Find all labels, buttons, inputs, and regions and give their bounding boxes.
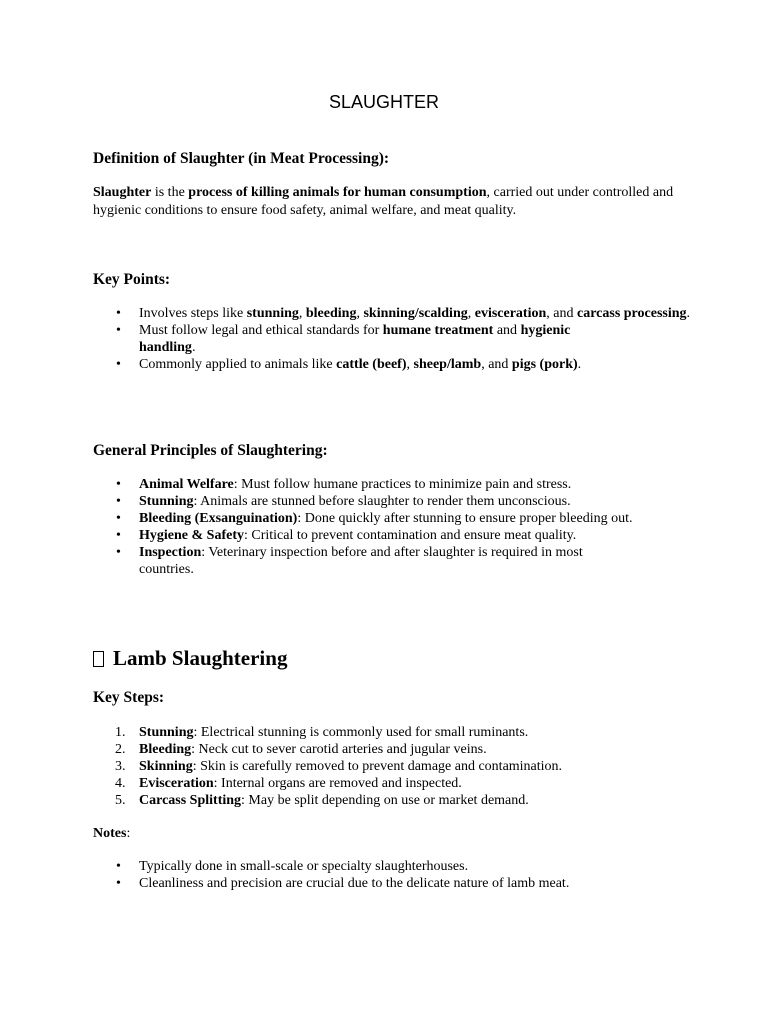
list-item: • Animal Welfare: Must follow humane practices to minimize pain and stress. — [93, 476, 694, 493]
notes-label: Notes: — [93, 826, 131, 841]
list-item: • Stunning: Animals are stunned before slaughter to render them unconscious. — [93, 493, 694, 510]
list-item: 4. Evisceration: Internal organs are removed and inspected. — [115, 776, 462, 791]
list-item: • Commonly applied to animals like cattle (beef), sheep/lamb, and pigs (pork). — [93, 356, 694, 373]
list-item: • Involves steps like stunning, bleeding, skinning/scalding, evisceration, and carcass processing. — [93, 305, 694, 322]
missing-glyph-icon — [93, 651, 104, 667]
principles-list — [93, 476, 694, 578]
lamb-heading: Lamb Slaughtering — [93, 645, 287, 672]
notes-list — [93, 858, 694, 892]
list-item: • Must follow legal and ethical standards for humane treatment and hygienic handling. — [93, 322, 629, 356]
list-item: • Cleanliness and precision are crucial due to the delicate nature of lamb meat. — [93, 875, 694, 892]
list-item: • Inspection: Veterinary inspection before and after slaughter is required in most countries. — [93, 544, 639, 578]
list-item: 5. Carcass Splitting: May be split depending on use or market demand. — [115, 793, 529, 808]
key-steps-list — [93, 724, 694, 809]
list-item: 1. Stunning: Electrical stunning is commonly used for small ruminants. — [115, 725, 529, 740]
list-item: • Bleeding (Exsanguination): Done quickly after stunning to ensure proper bleeding out. — [93, 510, 659, 527]
definition-paragraph: Slaughter is the process of killing animals for human consumption, carried out under controlled and hygienic conditions to ensure food safety, animal welfare, and meat quality. — [93, 185, 674, 218]
list-item: 3. Skinning: Skin is carefully removed to prevent damage and contamination. — [115, 759, 563, 774]
key-steps-heading: Key Steps: — [93, 689, 165, 706]
principles-heading: General Principles of Slaughtering: — [93, 442, 328, 459]
key-points-heading: Key Points: — [93, 271, 171, 288]
list-item: • Hygiene & Safety: Critical to prevent contamination and ensure meat quality. — [93, 527, 694, 544]
list-item: • Typically done in small-scale or specialty slaughterhouses. — [93, 858, 694, 875]
document-title: SLAUGHTER — [328, 92, 440, 112]
list-item: 2. Bleeding: Neck cut to sever carotid arteries and jugular veins. — [115, 742, 487, 757]
key-points-list — [93, 305, 694, 373]
definition-heading: Definition of Slaughter (in Meat Processing): — [93, 150, 390, 167]
